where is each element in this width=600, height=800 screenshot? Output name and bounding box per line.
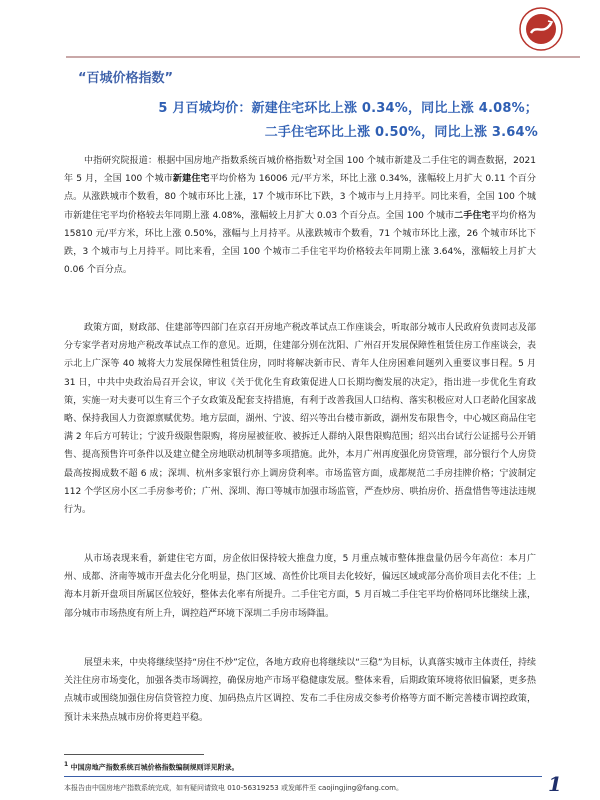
footer-contact: 本报告由中国房地产指数系统完成，如有疑问请致电 010-56319253 或发邮件至 caojingjing@fang.com。: [64, 784, 403, 792]
paragraph-market: 从市场表现来看，新建住宅方面，房企依旧保持较大推盘力度，5 月重点城市整体推盘量仍居今年高位：本月广州、成都、济南等城市开盘去化分化明显，热门区域、高性价比项目去化较好，偏远区域或部分高价项目去化不佳；上海本月新开盘项目所属区位较好，整体去化率有所提升。二手住宅方面，5 月百城二手住宅平均价格同环比继续上涨，部分城市市场热度有所上升，调控趋严环境下深圳二手房市场降温。: [64, 554, 536, 619]
footnote-rule: [64, 754, 204, 755]
china-index-academy-seal-icon: [518, 6, 564, 52]
headline-line-1: 5 月百城均价：新建住宅环比上涨 0.34%，同比上涨 4.08%；: [158, 101, 538, 116]
headline-line-2: 二手住宅环比上涨 0.50%，同比上涨 3.64%: [264, 125, 538, 140]
footnote: $^1$ 中国房地产指数系统百城价格指数编制规则详见附录。: [64, 761, 239, 772]
paragraph-policy: 政策方面，财政部、住建部等四部门在京召开房地产税改革试点工作座谈会，听取部分城市人民政府负责同志及部分专家学者对房地产税改革试点工作的意见。近期，住建部分别在沈阳、广州召开发展保障性租赁住房工作座谈会，表示北上广深等 40 城将大力发展保障性租赁住房，同时将解决新市民、青年人住房困难问题列入重要议事日程。5 月 31 日，中共中央政治局召开会议，审议《关于优化生育政策促进人口长期均衡发展的决定》，指出进一步优化生育政策，实施一对夫妻可以生育三个子女政策及配套支持措施，有利于改善我国人口结构、落实积极应对人口老龄化国家战略、保持我国人力资源禀赋优势。地方层面，湖州、宁波、绍兴等出台楼市新政，湖州发布限售令，中心城区商品住宅满 2 年后方可转让；宁波升级限售限购，将房屋被征收、被拆迁人群纳入限售限购范围；绍兴出台试行公证摇号公开销售、提高预售许可条件以及建立健全房地联动机制等多项措施。此外，本月广州再度强化房贷管理，部分银行个人房贷最高按揭成数不超 6 成；深圳、杭州多家银行亦上调房贷利率。市场监管方面，成都规范二手房挂牌价格；宁波制定 112 个学区房小区二手房参考价；广州、深圳、海口等城市加强市场监管，严查炒房、哄抬房价、捂盘惜售等违法违规行为。: [64, 323, 536, 516]
section-title: “百城价格指数”: [78, 71, 174, 86]
header-rule: [66, 56, 580, 58]
footnote-ref[interactable]: 1: [312, 154, 317, 161]
page-number: 1: [548, 772, 562, 796]
paragraph-summary: 中指研究院报道：根据中国房地产指数系统百城价格指数$^1$对全国 100 个城市新建及二手住宅的调查数据，2021 年 5 月，全国 100 个城市新建住宅平均价格为 16006 元/平方米，环比上涨 0.34%，涨幅较上月扩大 0.11 个百分点。从涨跌城市个数看，80 个城市环比上涨，17 个城市环比下跌，3 个城市与上月持平。同比来看，全国 100 个城市新建住宅平均价格较去年同期上涨 4.08%，涨幅较上月扩大 0.03 个百分点。全国 100 个城市二手住宅平均价格为 15810 元/平方米，环比上涨 0.50%，涨幅与上月持平。从涨跌城市个数看，71 个城市环比上涨，26 个城市环比下跌，3 个城市与上月持平。同比来看，全国 100 个城市二手住宅平均价格较去年同期上涨 3.64%，涨幅较上月扩大 0.06 个百分点。: [64, 154, 536, 276]
paragraph-outlook: 展望未来，中央将继续坚持“房住不炒”定位，各地方政府也将继续以“三稳”为目标，认真落实城市主体责任，持续关注住房市场变化，加强各类市场调控，确保房地产市场平稳健康发展。整体来看，后期政策环境将依旧偏紧，更多热点城市或围绕加强住房信贷管控力度、加码热点片区调控、发布二手住房成交参考价格等方面不断完善楼市调控政策，预计未来热点城市房价将更趋平稳。: [64, 658, 536, 723]
footer-rule: [64, 776, 542, 777]
